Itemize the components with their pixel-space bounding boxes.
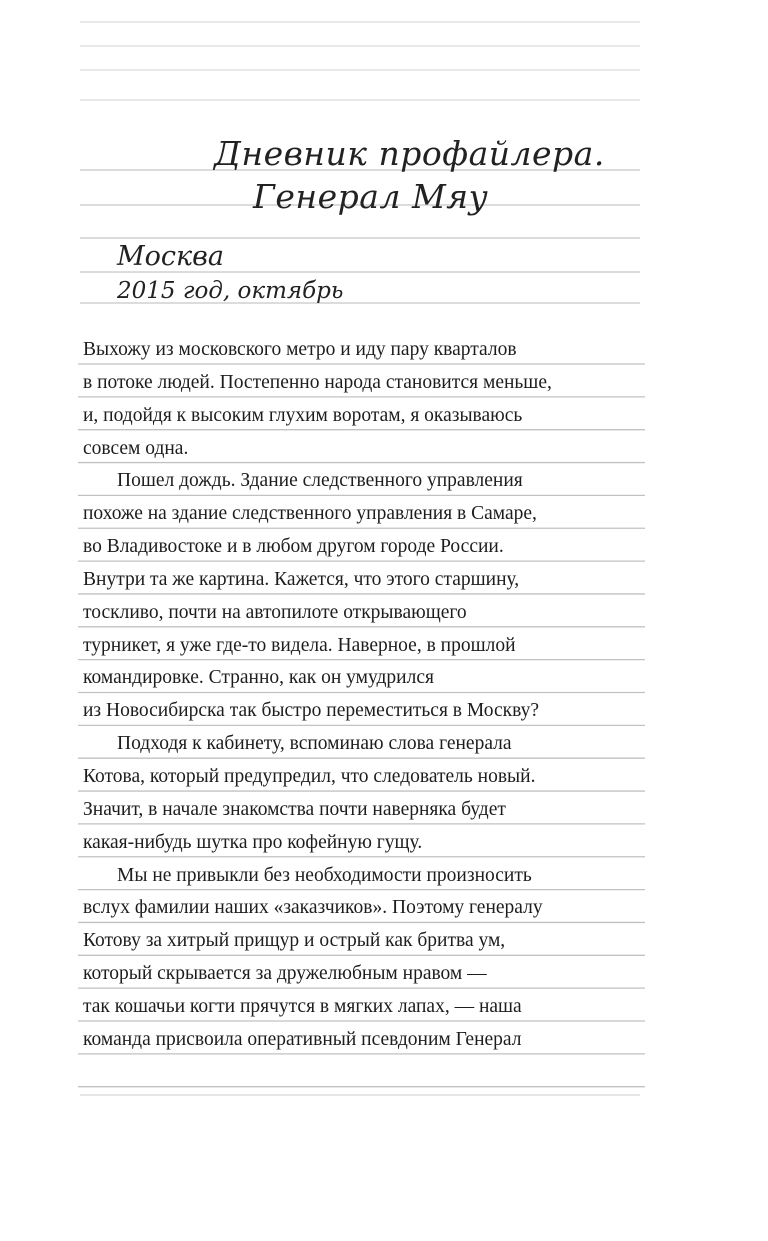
body-line: Пошел дождь. Здание следственного управления	[117, 470, 523, 492]
body-line: в потоке людей. Постепенно народа становится меньше,	[83, 371, 552, 393]
diary-subtitle: Генерал Мяу	[253, 177, 489, 216]
body-line: и, подойдя к высоким глухим воротам, я оказываюсь	[83, 404, 523, 426]
body-line: Внутри та же картина. Кажется, что этого старшину,	[83, 568, 520, 590]
diary-body	[83, 334, 643, 1057]
diary-title: Дневник профайлера.	[214, 134, 605, 173]
body-line: Мы не привыкли без необходимости произносить	[117, 864, 532, 886]
body-line: Подходя к кабинету, вспоминаю слова генерала	[117, 733, 512, 755]
body-line: какая-нибудь шутка про кофейную гущу.	[83, 831, 423, 853]
body-line: турникет, я уже где-то видела. Наверное, в прошлой	[83, 634, 516, 656]
body-line: команда присвоила оперативный псевдоним Генерал	[83, 1028, 522, 1050]
body-line: похоже на здание следственного управления в Самаре,	[83, 503, 537, 525]
body-line: так кошачьи когти прячутся в мягких лапах, — наша	[83, 995, 522, 1017]
body-line: Значит, в начале знакомства почти наверняка будет	[83, 798, 506, 820]
body-line: который скрывается за дружелюбным нравом —	[83, 963, 487, 985]
diary-date: 2015 год, октябрь	[117, 278, 344, 304]
body-line: Котова, который предупредил, что следователь новый.	[83, 765, 536, 787]
body-line: тоскливо, почти на автопилоте открывающего	[83, 601, 467, 623]
body-line: совсем одна.	[83, 437, 189, 459]
diary-place: Москва	[117, 241, 224, 272]
body-line: вслух фамилии наших «заказчиков». Поэтому генералу	[83, 897, 543, 919]
body-line: командировке. Странно, как он умудрился	[83, 667, 434, 689]
body-line: Котову за хитрый прищур и острый как бритва ум,	[83, 930, 506, 952]
body-line: Выхожу из московского метро и иду пару кварталов	[83, 339, 517, 360]
body-line: во Владивостоке и в любом другом городе России.	[83, 536, 504, 558]
body-line: из Новосибирска так быстро переместиться в Москву?	[83, 700, 540, 722]
